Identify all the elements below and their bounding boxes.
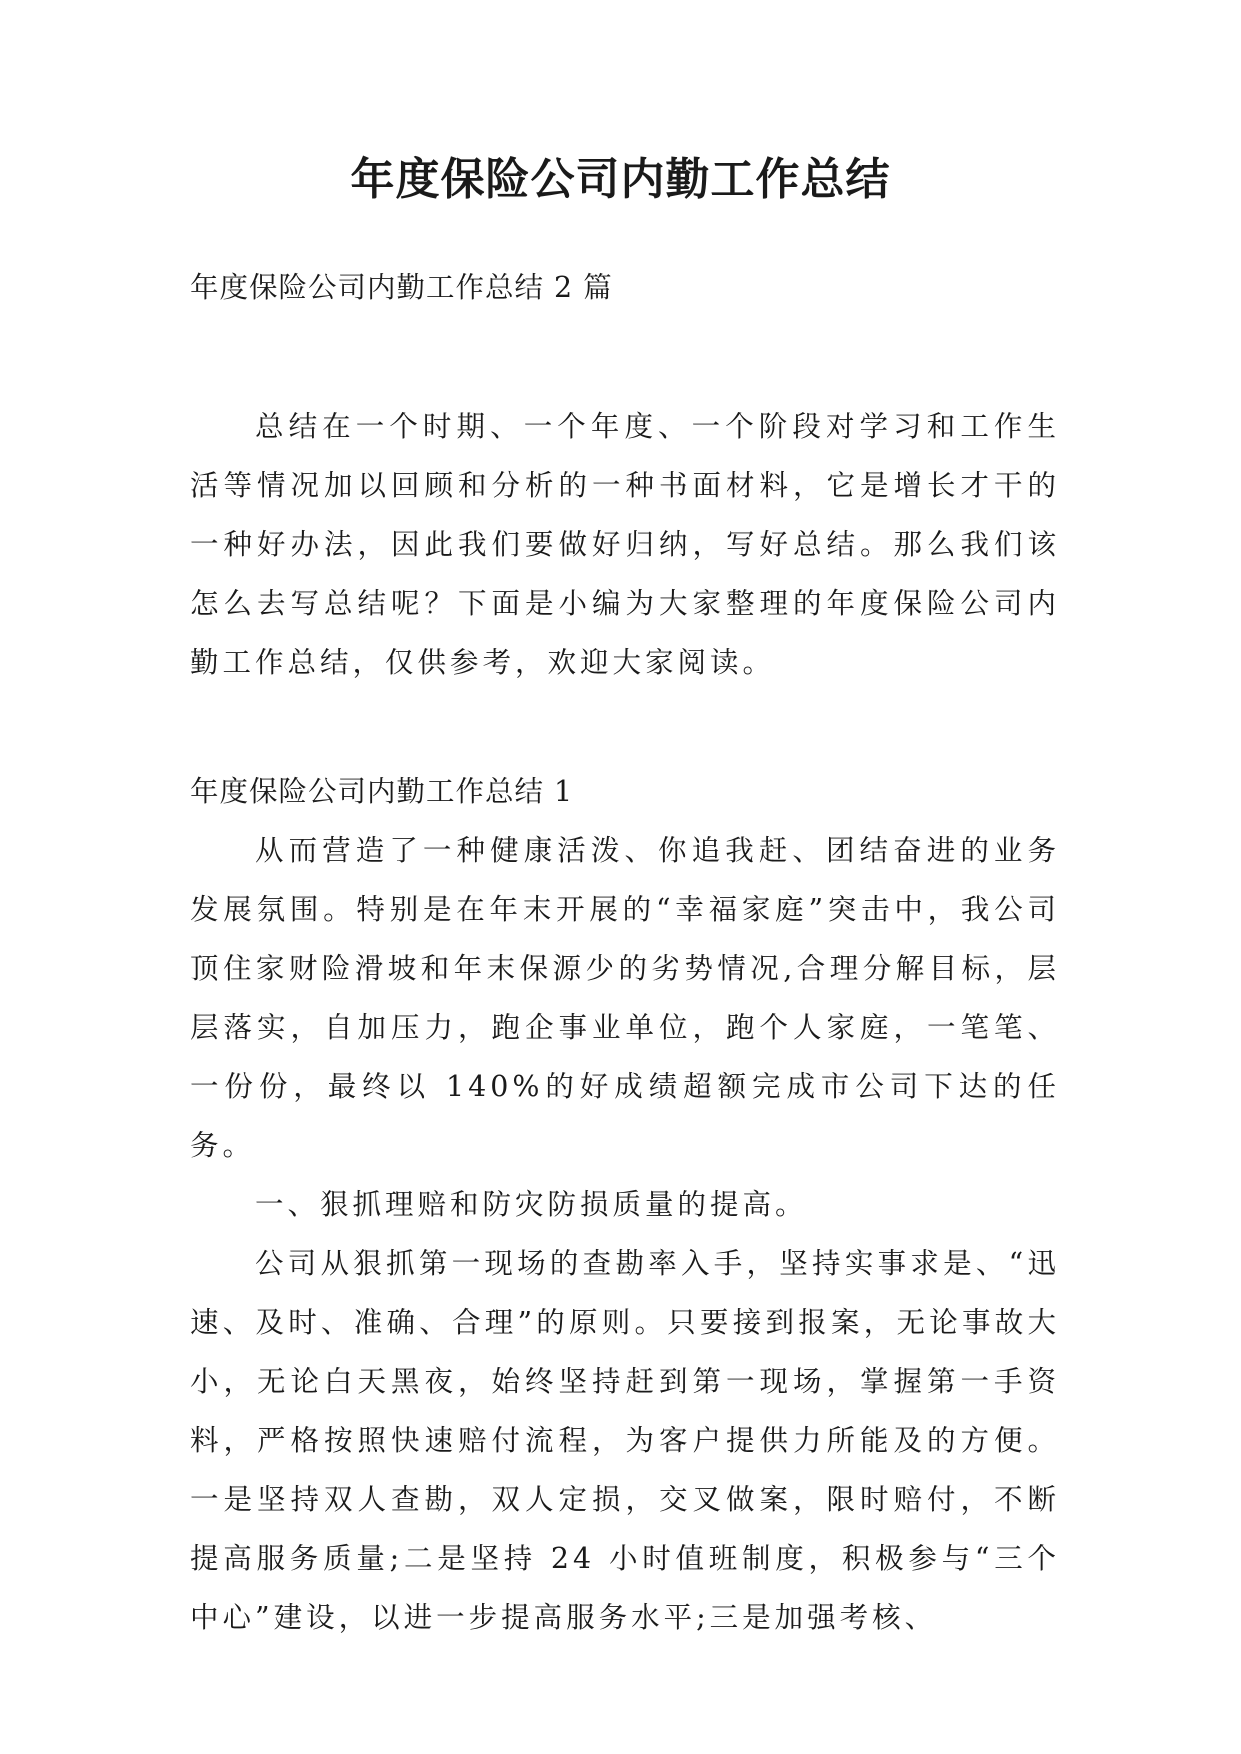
body-paragraph: 从而营造了一种健康活泼、你追我赶、团结奋进的业务发展氛围。特别是在年末开展的“幸福家庭”突击中，我公司顶住家财险滑坡和年末保源少的劣势情况,合理分解目标，层层落实，自加压力，跑企事业单位，跑个人家庭，一笔笔、一份份，最终以 140%的好成绩超额完成市公司下达的任务。 (190, 834, 1060, 1162)
document-title: 年度保险公司内勤工作总结 (350, 154, 891, 205)
intro-paragraph: 总结在一个时期、一个年度、一个阶段对学习和工作生活等情况加以回顾和分析的一种书面材料，它是增长才干的一种好办法，因此我们要做好归纳，写好总结。那么我们该怎么去写总结呢？下面是小编为大家整理的年度保险公司内勤工作总结，仅供参考，欢迎大家阅读。 (190, 410, 1060, 679)
body-paragraph: 公司从狠抓第一现场的查勘率入手，坚持实事求是、“迅速、及时、准确、合理”的原则。只要接到报案，无论事故大小，无论白天黑夜，始终坚持赶到第一现场，掌握第一手资料，严格按照快速赔付流程，为客户提供力所能及的方便。一是坚持双人查勘，双人定损，交叉做案，限时赔付，不断提高服务质量;二是坚持 24 小时值班制度，积极参与“三个中心”建设，以进一步提高服务水平;三是加强考核、 (190, 1247, 1060, 1634)
section-heading: 年度保险公司内勤工作总结 1 (190, 775, 574, 808)
document-subtitle: 年度保险公司内勤工作总结 2 篇 (190, 271, 613, 304)
point-heading: 一、狠抓理赔和防灾防损质量的提高。 (255, 1188, 808, 1221)
document-body (190, 258, 1060, 1647)
spacer (190, 317, 1060, 397)
spacer (190, 692, 1060, 762)
